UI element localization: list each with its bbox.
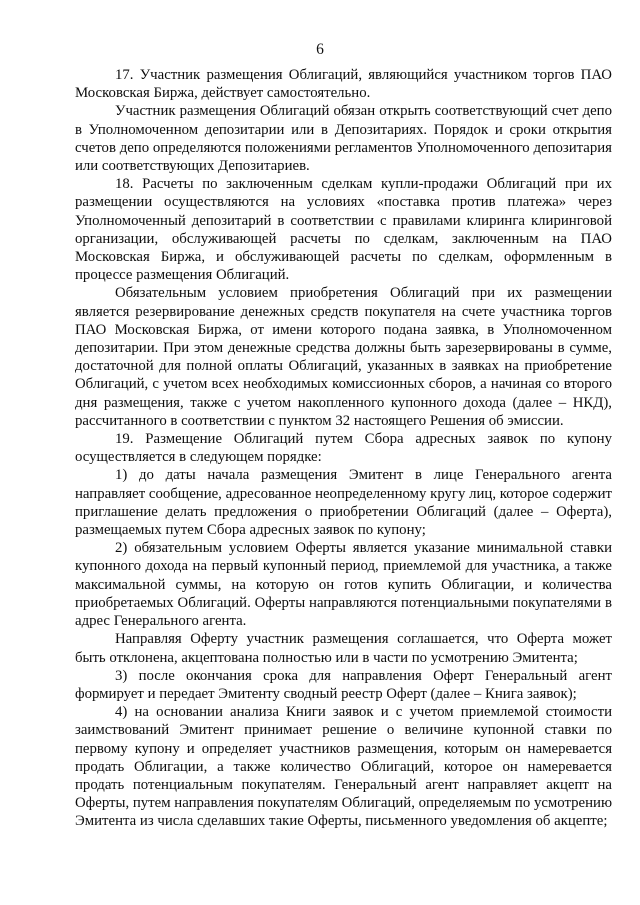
- document-body: [75, 66, 612, 831]
- list-item-1: 1) до даты начала размещения Эмитент в лице Генерального агента направляет сообщение, адресованное неопределенному кругу лиц, которое содержит приглашение делать предложения о приобретении Облигаций (далее – Оферта), размещаемых путем Сбора адресных заявок по купону;: [75, 467, 612, 539]
- paragraph-17: 17. Участник размещения Облигаций, являющийся участником торгов ПАО Московская Биржа, действует самостоятельно.: [75, 67, 612, 102]
- paragraph-19: 19. Размещение Облигаций путем Сбора адресных заявок по купону осуществляется в следующем порядке:: [75, 431, 612, 466]
- list-item-4: 4) на основании анализа Книги заявок и с учетом приемлемой стоимости заимствований Эмитент принимает решение о величине купонной ставки по первому купону и определяет участников размещения, которым он намеревается продать Облигации, а также количество Облигаций, которое он намеревается продать потенциальным покупателям. Генеральный агент направляет акцепт на Оферты, путем направления покупателям Облигаций, определяемым по усмотрению Эмитента из числа сделавших такие Оферты, письменного уведомления об акцепте;: [75, 704, 612, 830]
- paragraph-18: 18. Расчеты по заключенным сделкам купли-продажи Облигаций при их размещении осуществляются на условиях «поставка против платежа» через Уполномоченный депозитарий в соответствии с правилами клиринга клиринговой организации, обслуживающей расчеты по сделкам, заключенным на ПАО Московская Биржа, и обслуживающей расчеты по сделкам, оформленным в процессе размещения Облигаций.: [75, 176, 612, 284]
- page-number: 6: [316, 41, 324, 58]
- list-item-3: 3) после окончания срока для направления Оферт Генеральный агент формирует и передает Эмитенту сводный реестр Оферт (далее – Книга заявок);: [75, 667, 612, 702]
- paragraph-depo-account: Участник размещения Облигаций обязан открыть соответствующий счет депо в Уполномоченном депозитарии или в Депозитариях. Порядок и сроки открытия счетов депо определяются положениями регламентов Уполномоченного депозитария или соответствующих Депозитариев.: [75, 103, 612, 175]
- paragraph-offer-acceptance: Направляя Оферту участник размещения соглашается, что Оферта может быть отклонена, акцептована полностью или в части по усмотрению Эмитента;: [75, 631, 612, 666]
- list-item-2: 2) обязательным условием Оферты является указание минимальной ставки купонного дохода на первый купонный период, приемлемой для участника, а также максимальной суммы, на которую он готов купить Облигации, и количества приобретаемых Облигаций. Оферты направляются потенциальными покупателями в адрес Генерального агента.: [75, 540, 612, 630]
- paragraph-reservation: Обязательным условием приобретения Облигаций при их размещении является резервирование денежных средств покупателя на счете участника торгов ПАО Московская Биржа, от имени которого подана заявка, в Уполномоченном депозитарии. При этом денежные средства должны быть зарезервированы в сумме, достаточной для полной оплаты Облигаций, указанных в заявках на приобретение Облигаций, с учетом всех необходимых комиссионных сборов, а начиная со второго дня размещения, также с учетом накопленного купонного дохода (далее – НКД), рассчитанного в соответствии с пунктом 32 настоящего Решения об эмиссии.: [75, 285, 612, 429]
